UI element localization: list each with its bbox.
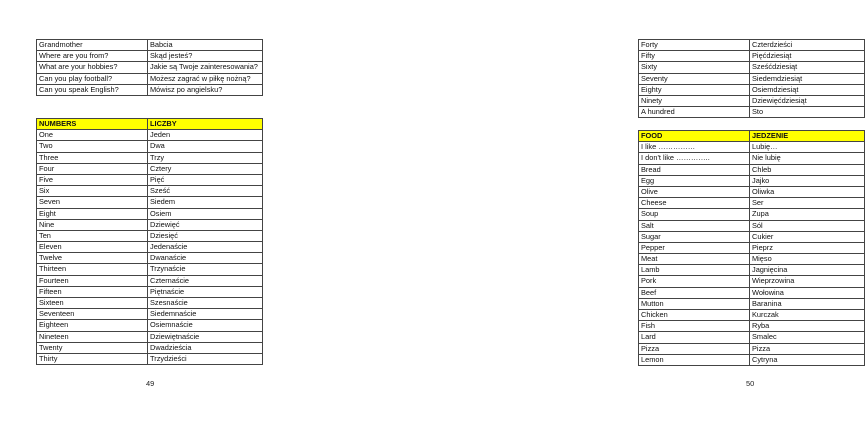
table-row [639, 107, 865, 118]
polish-cell: Pięćdziesiąt [750, 51, 865, 62]
numbers-header-row [37, 119, 263, 130]
polish-cell: Siedemnaście [148, 309, 263, 320]
table-row [37, 73, 263, 84]
table-row [37, 163, 263, 174]
english-cell: Four [37, 163, 148, 174]
english-cell: Sixteen [37, 298, 148, 309]
table-row [639, 40, 865, 51]
english-cell: Sixty [639, 62, 750, 73]
table-row [37, 286, 263, 297]
table-row [37, 174, 263, 185]
numbers-table [36, 118, 263, 365]
table-row [639, 354, 865, 365]
english-cell: Can you play football? [37, 73, 148, 84]
polish-cell: Dwa [148, 141, 263, 152]
table-row [639, 242, 865, 253]
polish-cell: Możesz zagrać w piłkę nożną? [148, 73, 263, 84]
table-row [37, 186, 263, 197]
english-cell: Eighteen [37, 320, 148, 331]
polish-cell: Piętnaście [148, 286, 263, 297]
polish-cell: Sześć [148, 186, 263, 197]
polish-cell: Czternaście [148, 275, 263, 286]
table-row [37, 208, 263, 219]
table-row [639, 254, 865, 265]
table-row [639, 343, 865, 354]
polish-cell: Jajko [750, 175, 865, 186]
polish-cell: Dziewięć [148, 219, 263, 230]
polish-cell: Cztery [148, 163, 263, 174]
table-row [639, 95, 865, 106]
table-row [639, 209, 865, 220]
polish-cell: Osiemdziesiąt [750, 84, 865, 95]
table-row [37, 230, 263, 241]
polish-cell: Osiemnaście [148, 320, 263, 331]
table-row [37, 141, 263, 152]
english-cell: Soup [639, 209, 750, 220]
polish-cell: Szesnaście [148, 298, 263, 309]
polish-cell: Jedenaście [148, 242, 263, 253]
english-cell: Chicken [639, 310, 750, 321]
table-row [37, 342, 263, 353]
english-cell: Twelve [37, 253, 148, 264]
english-cell: Eleven [37, 242, 148, 253]
polish-cell: Trzydzieści [148, 353, 263, 364]
english-cell: Olive [639, 186, 750, 197]
header-polish: LICZBY [148, 119, 263, 130]
table-row [37, 219, 263, 230]
english-cell: Cheese [639, 198, 750, 209]
header-polish: JEDZENIE [750, 131, 865, 142]
table-row [639, 198, 865, 209]
polish-cell: Skąd jesteś? [148, 51, 263, 62]
english-cell: Ninety [639, 95, 750, 106]
table-row [639, 73, 865, 84]
english-cell: Twenty [37, 342, 148, 353]
table-row [37, 353, 263, 364]
english-cell: Fourteen [37, 275, 148, 286]
english-cell: A hundred [639, 107, 750, 118]
food-header-row [639, 131, 865, 142]
table-row [37, 40, 263, 51]
polish-cell: Sześćdziesiąt [750, 62, 865, 73]
english-cell: Nine [37, 219, 148, 230]
english-cell: Five [37, 174, 148, 185]
page-number: 50 [746, 379, 755, 388]
table-row [639, 153, 865, 164]
polish-cell: Trzy [148, 152, 263, 163]
table-row [639, 310, 865, 321]
polish-cell: Cytryna [750, 354, 865, 365]
table-row [639, 265, 865, 276]
english-cell: Eight [37, 208, 148, 219]
polish-cell: Babcia [148, 40, 263, 51]
english-cell: Lamb [639, 265, 750, 276]
polish-cell: Dziesięć [148, 230, 263, 241]
english-cell: Pepper [639, 242, 750, 253]
english-cell: Beef [639, 287, 750, 298]
header-english: NUMBERS [37, 119, 148, 130]
polish-cell: Pieprz [750, 242, 865, 253]
page-left [0, 0, 300, 425]
table-row [37, 275, 263, 286]
table-row [639, 231, 865, 242]
table-row [639, 164, 865, 175]
english-cell: Ten [37, 230, 148, 241]
english-cell: Sugar [639, 231, 750, 242]
page-right [300, 0, 807, 425]
english-cell: Six [37, 186, 148, 197]
english-cell: Pork [639, 276, 750, 287]
table-row [639, 298, 865, 309]
english-cell: Fifteen [37, 286, 148, 297]
polish-cell: Oliwka [750, 186, 865, 197]
polish-cell: Trzynaście [148, 264, 263, 275]
polish-cell: Zupa [750, 209, 865, 220]
table-row [37, 84, 263, 95]
polish-cell: Kurczak [750, 310, 865, 321]
table-row [639, 84, 865, 95]
polish-cell: Dwadzieścia [148, 342, 263, 353]
polish-cell: Dwanaście [148, 253, 263, 264]
english-cell: Can you speak English? [37, 84, 148, 95]
english-cell: Salt [639, 220, 750, 231]
english-cell: Meat [639, 254, 750, 265]
english-cell: Pizza [639, 343, 750, 354]
english-cell: Nineteen [37, 331, 148, 342]
polish-cell: Osiem [148, 208, 263, 219]
english-cell: Lemon [639, 354, 750, 365]
english-cell: Mutton [639, 298, 750, 309]
table-row [639, 142, 865, 153]
table-row [639, 220, 865, 231]
english-cell: Grandmother [37, 40, 148, 51]
polish-cell: Jakie są Twoje zainteresowania? [148, 62, 263, 73]
table-row [37, 130, 263, 141]
english-cell: Seventy [639, 73, 750, 84]
english-cell: Where are you from? [37, 51, 148, 62]
polish-cell: Wołowina [750, 287, 865, 298]
english-cell: Fifty [639, 51, 750, 62]
english-cell: Egg [639, 175, 750, 186]
table-row [639, 287, 865, 298]
polish-cell: Pięć [148, 174, 263, 185]
tens-table [638, 39, 865, 118]
table-row [37, 309, 263, 320]
polish-cell: Sól [750, 220, 865, 231]
polish-cell: Siedemdziesiąt [750, 73, 865, 84]
table-row [37, 264, 263, 275]
polish-cell: Czterdzieści [750, 40, 865, 51]
header-english: FOOD [639, 131, 750, 142]
table-row [639, 186, 865, 197]
polish-cell: Cukier [750, 231, 865, 242]
english-cell: One [37, 130, 148, 141]
english-cell: Thirteen [37, 264, 148, 275]
english-cell: Lard [639, 332, 750, 343]
table-row [639, 332, 865, 343]
table-row [37, 331, 263, 342]
polish-cell: Lubię… [750, 142, 865, 153]
english-cell: Thirty [37, 353, 148, 364]
table-row [639, 51, 865, 62]
table-row [37, 51, 263, 62]
table-row [37, 62, 263, 73]
english-cell: Two [37, 141, 148, 152]
polish-cell: Mówisz po angielsku? [148, 84, 263, 95]
food-table [638, 130, 865, 366]
english-cell: Forty [639, 40, 750, 51]
english-cell: Eighty [639, 84, 750, 95]
table-row [639, 276, 865, 287]
english-cell: I don't like ………….. [639, 153, 750, 164]
polish-cell: Sto [750, 107, 865, 118]
table-row [37, 242, 263, 253]
polish-cell: Mięso [750, 254, 865, 265]
polish-cell: Baranina [750, 298, 865, 309]
polish-cell: Nie lubię [750, 153, 865, 164]
polish-cell: Siedem [148, 197, 263, 208]
polish-cell: Ser [750, 198, 865, 209]
table-row [37, 197, 263, 208]
polish-cell: Chleb [750, 164, 865, 175]
table-row [37, 298, 263, 309]
questions-table [36, 39, 263, 96]
english-cell: I like …………… [639, 142, 750, 153]
table-row [37, 152, 263, 163]
polish-cell: Dziewiętnaście [148, 331, 263, 342]
english-cell: Seventeen [37, 309, 148, 320]
polish-cell: Pizza [750, 343, 865, 354]
table-row [639, 321, 865, 332]
table-row [639, 62, 865, 73]
table-row [37, 320, 263, 331]
polish-cell: Ryba [750, 321, 865, 332]
english-cell: Three [37, 152, 148, 163]
table-row [639, 175, 865, 186]
polish-cell: Dziewięćdziesiąt [750, 95, 865, 106]
table-row [37, 253, 263, 264]
english-cell: What are your hobbies? [37, 62, 148, 73]
english-cell: Seven [37, 197, 148, 208]
polish-cell: Jagnięcina [750, 265, 865, 276]
polish-cell: Wieprzowina [750, 276, 865, 287]
english-cell: Bread [639, 164, 750, 175]
english-cell: Fish [639, 321, 750, 332]
polish-cell: Jeden [148, 130, 263, 141]
page-number: 49 [146, 379, 155, 388]
polish-cell: Smalec [750, 332, 865, 343]
